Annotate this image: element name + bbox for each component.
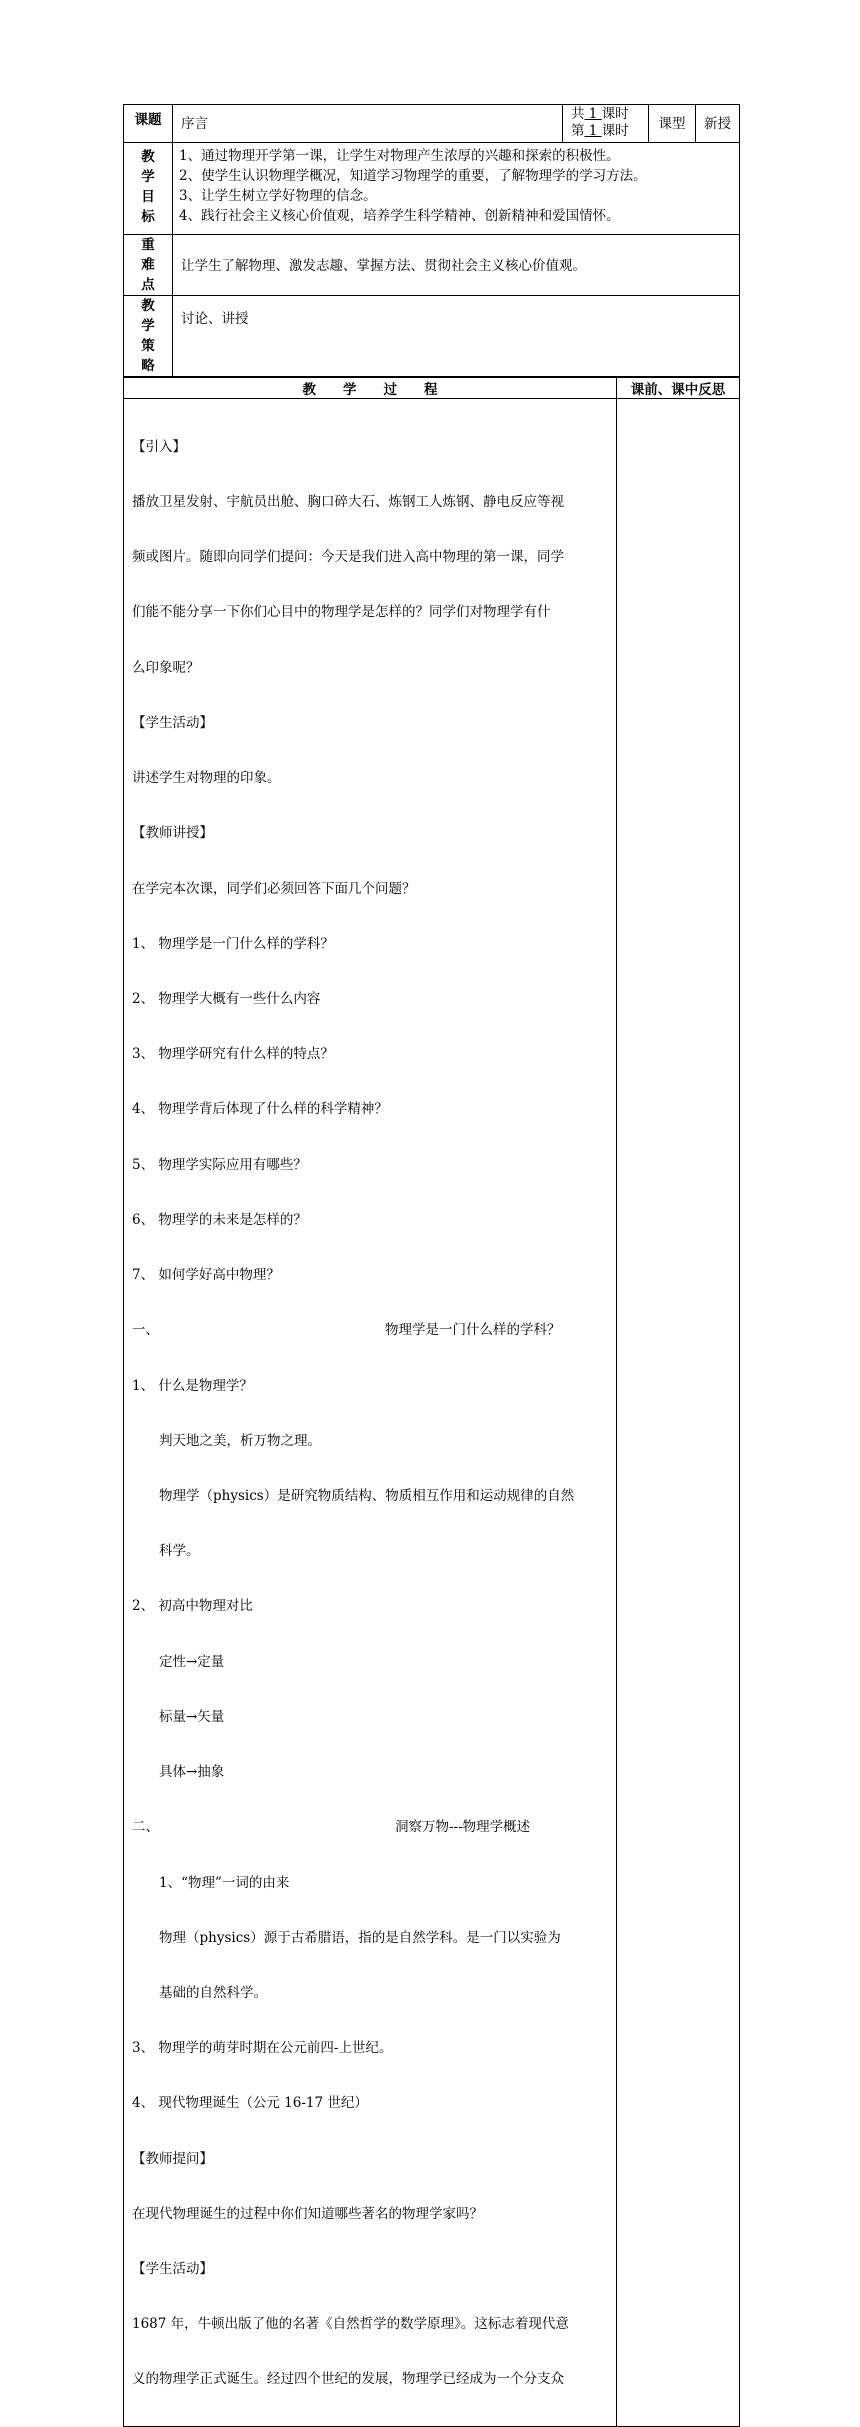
process-line: 2、 初高中物理对比: [132, 1598, 253, 1615]
type-value-cell: [696, 105, 740, 143]
current-period: 第 1 课时: [571, 123, 629, 139]
process-line: 判天地之美，析万物之理。: [132, 1432, 321, 1449]
goals-label-cell: [124, 143, 173, 235]
process-line: 么印象呢？: [132, 659, 200, 676]
strategy-label-char: 教: [141, 298, 155, 314]
reflection-header-cell: [617, 378, 740, 399]
title-value-cell: [173, 105, 563, 143]
process-line: 义的物理学正式诞生。经过四个世纪的发展，物理学已经成为一个分支众: [132, 2371, 564, 2388]
process-line: 科学。: [132, 1543, 200, 1560]
goal-item: 3、让学生树立学好物理的信念。: [179, 188, 377, 204]
keypoints-label-char: 难: [141, 257, 155, 273]
process-line: 具体→抽象: [132, 1764, 225, 1781]
strategy-label-cell: [124, 296, 173, 377]
section2-title: 洞察万物---物理学概述: [395, 1819, 531, 1836]
process-line: 们能不能分享一下你们心目中的物理学是怎样的？同学们对物理学有什: [132, 604, 551, 621]
process-line: 在学完本次课，同学们必须回答下面几个问题？: [132, 880, 416, 897]
goal-item: 1、通过物理开学第一课，让学生对物理产生浓厚的兴趣和探索的积极性。: [179, 148, 620, 164]
process-line: 1、 什么是物理学？: [132, 1377, 253, 1394]
section2-heading: [132, 1818, 616, 1836]
process-line: 讲述学生对物理的印象。: [132, 770, 281, 787]
goals-label-char: 标: [141, 209, 155, 225]
lesson-info-table: [123, 104, 740, 377]
process-line: 频或图片。随即向同学们提问：今天是我们进入高中物理的第一课，同学: [132, 549, 564, 566]
goals-content-cell: [173, 143, 740, 235]
strategy-label-char: 略: [141, 358, 155, 374]
process-line: 2、 物理学大概有一些什么内容: [132, 991, 321, 1007]
strategy-label-char: 策: [141, 338, 155, 354]
process-body: [132, 401, 616, 2426]
title-label-cell: [124, 105, 173, 143]
process-header: 教 学 过 程: [302, 382, 438, 398]
section1-heading: [132, 1321, 616, 1339]
teaching-process-table: [123, 377, 740, 2427]
process-line: 1、“物理”一词的由来: [132, 1874, 290, 1891]
process-line: 标量→矢量: [132, 1708, 225, 1725]
process-line: 1、 物理学是一门什么样的学科？: [132, 935, 334, 952]
reflection-content-cell[interactable]: [617, 399, 740, 2427]
process-header-cell: [124, 378, 617, 399]
process-line: 3、 物理学的萌芽时期在公元前四-上世纪。: [132, 2040, 393, 2057]
goals-label-char: 目: [141, 189, 155, 205]
process-line: 播放卫星发射、宇航员出舱、胸口碎大石、炼钢工人炼钢、静电反应等视: [132, 494, 564, 511]
process-line: 基础的自然科学。: [132, 1984, 267, 2001]
process-line: 物理学（physics）是研究物质结构、物质相互作用和运动规律的自然: [132, 1487, 575, 1504]
goals-label-char: 学: [141, 169, 155, 185]
process-line: 3、 物理学研究有什么样的特点？: [132, 1046, 334, 1063]
keypoints-label-char: 重: [141, 237, 155, 253]
process-line: 【学生活动】: [132, 714, 213, 731]
process-line: 1687 年，牛顿出版了他的名著《自然哲学的数学原理》。这标志着现代意: [132, 2316, 569, 2333]
type-label-cell: [649, 105, 696, 143]
period-cell: [563, 105, 649, 143]
process-line: 【引入】: [132, 438, 186, 455]
process-line: 4、 物理学背后体现了什么样的科学精神？: [132, 1101, 388, 1118]
section1-title: 物理学是一门什么样的学科？: [385, 1322, 561, 1339]
keypoints-label-cell: [124, 235, 173, 296]
process-line: 4、 现代物理诞生（公元 16-17 世纪）: [132, 2095, 368, 2112]
type-value: 新授: [704, 116, 731, 133]
process-content-cell: [124, 399, 617, 2427]
process-line: 5、 物理学实际应用有哪些？: [132, 1156, 307, 1173]
process-line: 【教师提问】: [132, 2150, 213, 2167]
keypoints-text: 让学生了解物理、激发志趣、掌握方法、贯彻社会主义核心价值观。: [181, 257, 586, 274]
keypoints-label-char: 点: [141, 277, 155, 293]
strategy-content-cell: [173, 296, 740, 377]
total-periods: 共 1 课时: [571, 106, 629, 122]
goal-item: 4、践行社会主义核心价值观，培养学生科学精神、创新精神和爱国情怀。: [179, 208, 620, 224]
process-line: 定性→定量: [132, 1653, 225, 1670]
process-line: 【教师讲授】: [132, 825, 213, 842]
goals-label-char: 教: [141, 149, 155, 165]
process-line: 在现代物理诞生的过程中你们知道哪些著名的物理学家吗？: [132, 2205, 483, 2222]
title-label: 课题: [134, 112, 162, 128]
title-value: 序言: [181, 116, 208, 133]
strategy-label-char: 学: [141, 318, 155, 334]
reflection-header: 课前、课中反思: [630, 382, 726, 398]
goal-item: 2、使学生认识物理学概况，知道学习物理学的重要，了解物理学的学习方法。: [179, 168, 647, 184]
process-line: 6、 物理学的未来是怎样的？: [132, 1211, 307, 1228]
process-line: 7、 如何学好高中物理？: [132, 1267, 280, 1284]
keypoints-content-cell: [173, 235, 740, 296]
strategy-text: 讨论、讲授: [181, 311, 249, 327]
process-line: 物理（physics）源于古希腊语，指的是自然学科。是一门以实验为: [132, 1929, 561, 1946]
type-label: 课型: [658, 116, 686, 133]
process-line: 【学生活动】: [132, 2261, 213, 2278]
section1-number: 一、: [132, 1322, 159, 1339]
section2-number: 二、: [132, 1819, 159, 1836]
